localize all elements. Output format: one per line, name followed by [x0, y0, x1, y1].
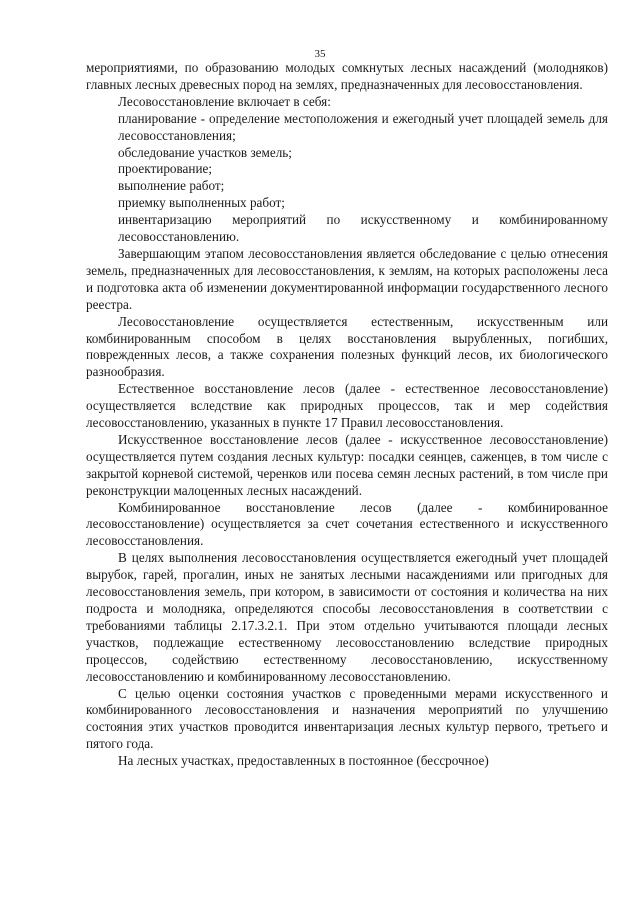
list-item: планирование - определение местоположения и ежегодный учет площадей земель для лесовосстановления; — [118, 110, 608, 143]
list-item: инвентаризацию мероприятий по искусственному и комбинированному лесовосстановлению. — [118, 212, 608, 245]
paragraph: В целях выполнения лесовосстановления осуществляется ежегодный учет площадей вырубок, гарей, прогалин, иных не занятых лесными насаждениями или пригодных для лесовосстановления земель, при котором, в зависимости от состояния и количества на них подроста и молодняка, определяются способы лесовосстановления в соответствии с требованиями таблицы 2.17.3.2.1. При этом отдельно учитываются площади лесных участков, подлежащие естественному лесовосстановлению вследствие природных процессов, содействию естественному лесовосстановлению, искусственному лесовосстановлению и комбинированному лесовосстановлению. — [86, 550, 608, 684]
paragraph: Завершающим этапом лесовосстановления является обследование с целью отнесения земель, предназначенных для лесовосстановления, к землям, на которых расположены леса и подготовка акта об изменении документированной информации государственного лесного реестра. — [86, 245, 608, 312]
document-body — [86, 60, 608, 770]
list-item: обследование участков земель; — [118, 144, 292, 160]
paragraph: Естественное восстановление лесов (далее - естественное лесовосстановление) осуществляется вследствие как природных процессов, так и мер содействия лесовосстановлению, указанных в пункте 17 Правил лесовосстановления. — [86, 381, 608, 431]
paragraph: Лесовосстановление осуществляется естественным, искусственным или комбинированным способом в целях восстановления вырубленных, погибших, поврежденных лесов, а также сохранения полезных функций лесов, их биологического разнообразия. — [86, 313, 608, 380]
page-number: 35 — [314, 48, 326, 60]
list-item: проектирование; — [118, 161, 213, 177]
paragraph: мероприятиями, по образованию молодых сомкнутых лесных насаждений (молодняков) главных лесных древесных пород на землях, предназначенных для лесовосстановления. — [86, 60, 608, 92]
reforestation-steps-list — [86, 111, 608, 246]
paragraph: Искусственное восстановление лесов (далее - искусственное лесовосстановление) осуществляется путем создания лесных культур: посадки сеянцев, саженцев, в том числе с закрытой корневой системой, черенков или посева семян лесных растений, в том числе при реконструкции малоценных лесных насаждений. — [86, 431, 608, 498]
paragraph: С целью оценки состояния участков с проведенными мерами искусственного и комбинированного лесовосстановления и назначения мероприятий по улучшению состояния этих участков проводится инвентаризация лесных культур первого, третьего и пятого года. — [86, 685, 608, 752]
paragraph: Комбинированное восстановление лесов (далее - комбинированное лесовосстановление) осуществляется за счет сочетания естественного и искусственного лесовосстановления. — [86, 499, 608, 549]
list-item: приемку выполненных работ; — [118, 195, 285, 211]
paragraph: Лесовосстановление включает в себя: — [118, 93, 331, 109]
list-item: выполнение работ; — [118, 178, 225, 194]
paragraph: На лесных участках, предоставленных в постоянное (бессрочное) — [118, 753, 489, 769]
